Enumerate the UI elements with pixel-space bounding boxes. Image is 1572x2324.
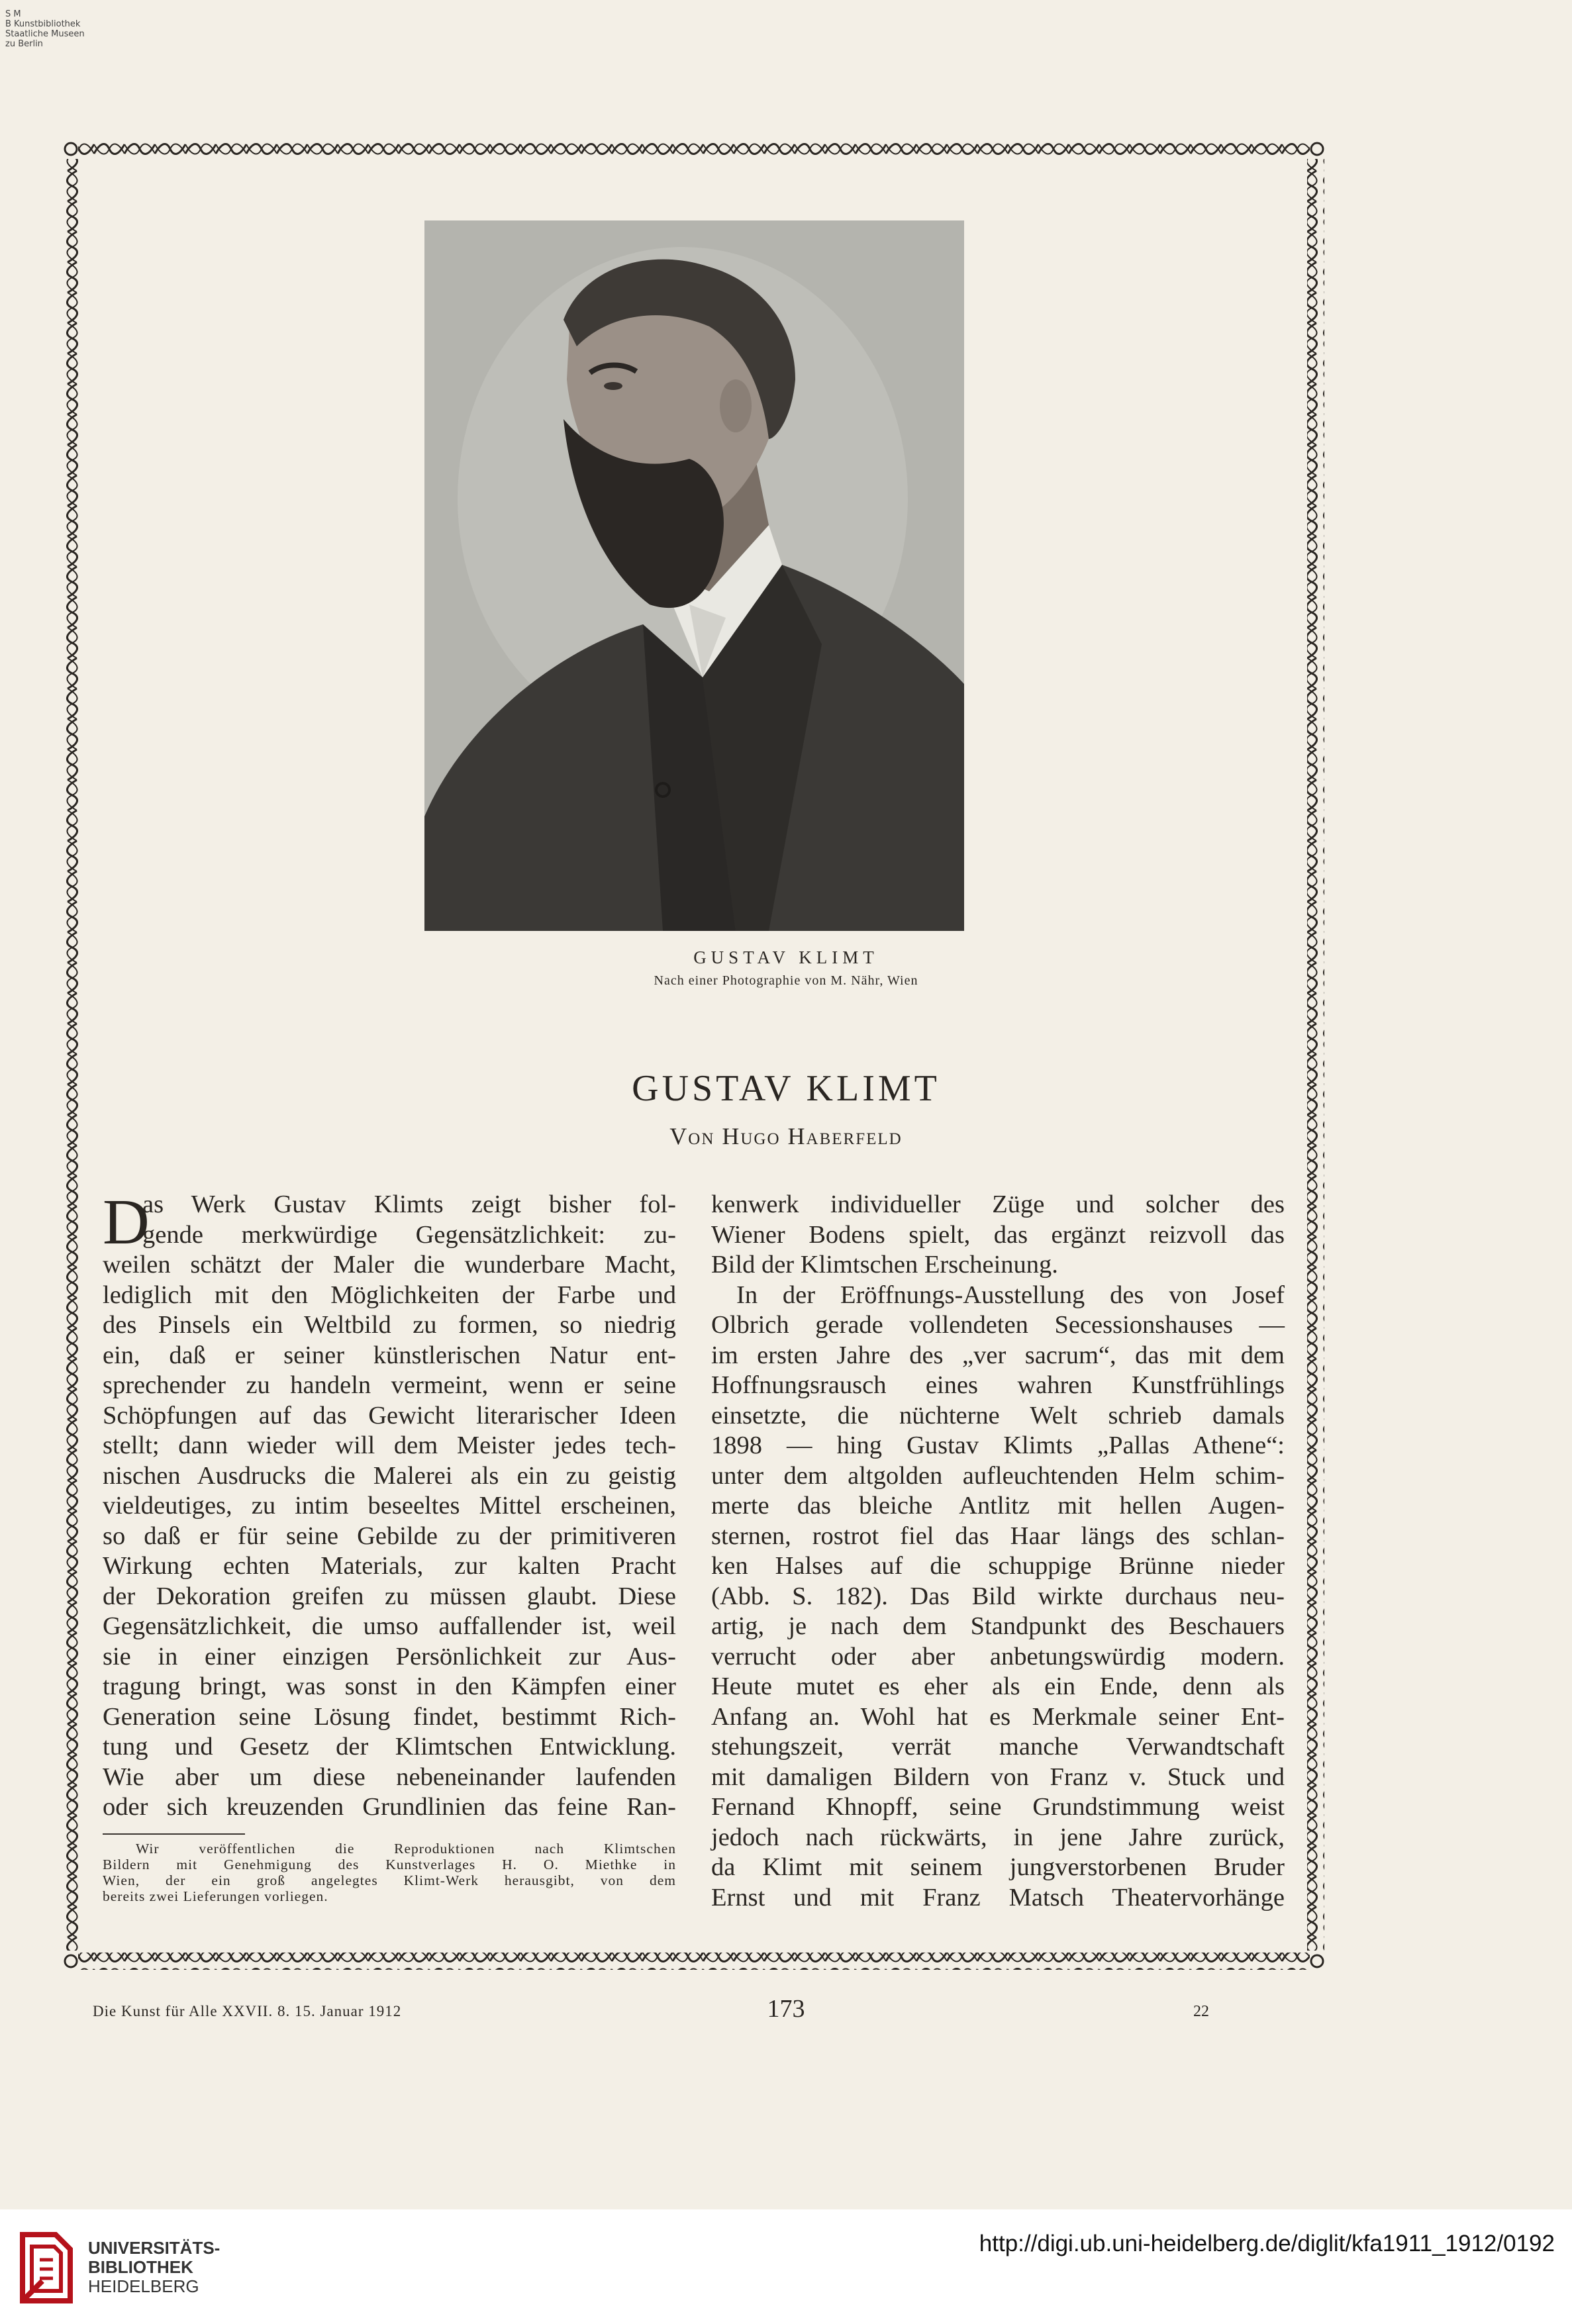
footnote-rule — [103, 1833, 245, 1835]
text-line: Gegensätzlichkeit, die umso auffallender ist, weil — [103, 1612, 676, 1640]
university-library-logo-icon[interactable] — [16, 2228, 75, 2311]
drop-cap: D — [103, 1186, 150, 1258]
text-line: Schöpfungen auf das Gewicht literarischer Ideen — [103, 1401, 676, 1429]
text-line: Heute mutet es eher als ein Ende, denn als — [711, 1672, 1285, 1700]
text-line: Hoffnungsrausch eines wahren Kunstfrühlings — [711, 1371, 1285, 1399]
permalink-url[interactable]: http://digi.ub.uni-heidelberg.de/diglit/kfa1911_1912/0192 — [979, 2231, 1555, 2256]
text-line: der Dekoration greifen zu müssen glaubt. Diese — [103, 1582, 676, 1610]
text-line: sprechender zu handeln vermeint, wenn er seine — [103, 1371, 676, 1399]
footnote — [103, 1841, 676, 1904]
text-line: unter dem altgolden aufleuchtenden Helm schim- — [711, 1461, 1285, 1490]
library-name-line: HEIDELBERG — [88, 2276, 199, 2296]
text-line: jedoch nach rückwärts, in jene Jahre zurück, — [711, 1823, 1285, 1851]
text-line: mit damaligen Bildern von Franz v. Stuck und — [711, 1763, 1285, 1791]
text-line: verrucht oder aber anbetungswürdig modern. — [711, 1642, 1285, 1670]
article-title: GUSTAV KLIMT — [632, 1068, 940, 1109]
text-line: tung und Gesetz der Klimtschen Entwicklung. — [103, 1733, 676, 1761]
footnote-line: Bildern mit Genehmigung des Kunstverlages H. O. Miethke in — [103, 1857, 676, 1872]
text-column-left — [103, 1186, 676, 1823]
text-line: Generation seine Lösung findet, bestimmt Rich- — [103, 1702, 676, 1731]
library-footer-bar — [0, 2209, 1572, 2324]
text-line: stellt; dann wieder will dem Meister jedes tech- — [103, 1431, 676, 1459]
text-line: sie in einer einzigen Persönlichkeit zur Aus- — [103, 1642, 676, 1670]
journal-reference: Die Kunst für Alle XXVII. 8. 15. Januar 1912 — [93, 2003, 402, 2019]
footnote-line: Wien, der ein groß angelegtes Klimt-Werk herausgibt, von dem — [103, 1872, 676, 1888]
text-line: da Klimt mit seinem jungverstorbenen Bruder — [711, 1853, 1285, 1881]
text-line: In der Eröffnungs-Ausstellung des von Josef — [736, 1281, 1285, 1309]
stamp-line: B Kunstbibliothek — [5, 19, 81, 29]
text-line: einsetzte, die nüchterne Welt schrieb damals — [711, 1401, 1285, 1429]
text-line: des Pinsels ein Weltbild zu formen, so niedrig — [103, 1311, 676, 1339]
library-name-line: BIBLIOTHEK — [88, 2257, 193, 2277]
text-line: Anfang an. Wohl hat es Merkmale seiner Ent- — [711, 1702, 1285, 1731]
text-line: nischen Ausdrucks die Malerei als ein zu geistig — [103, 1461, 676, 1490]
text-line: kenwerk individueller Züge und solcher des — [711, 1190, 1285, 1218]
text-line: Wie aber um diese nebeneinander laufenden — [103, 1763, 676, 1791]
text-line: 1898 — hing Gustav Klimts „Pallas Athene“: — [711, 1431, 1285, 1459]
stamp-line: S M — [5, 9, 21, 19]
signature-mark: 22 — [1193, 2003, 1209, 2020]
photo-caption-credit: Nach einer Photographie von M. Nähr, Wien — [654, 973, 918, 988]
text-line: Bild der Klimtschen Erscheinung. — [711, 1251, 1058, 1279]
photo-caption-title: GUSTAV KLIMT — [693, 947, 879, 967]
text-line: weilen schätzt der Maler die wunderbare Macht, — [103, 1251, 676, 1279]
university-library-name — [88, 2239, 220, 2296]
text-line: Olbrich gerade vollendeten Secessionshauses — — [711, 1311, 1285, 1339]
text-line: oder sich kreuzenden Grundlinien das feine Ran- — [103, 1793, 676, 1821]
text-line: sternen, rostrot fiel das Haar längs des schlan- — [711, 1522, 1285, 1550]
text-line: (Abb. S. 182). Das Bild wirkte durchaus neu- — [711, 1582, 1285, 1610]
stamp-line: Staatliche Museen — [5, 29, 85, 39]
footnote-line: Wir veröffentlichen die Reproduktionen nach Klimtschen — [136, 1841, 676, 1857]
text-line: Wirkung echten Materials, zur kalten Pracht — [103, 1552, 676, 1580]
text-line: gende merkwürdige Gegensätzlichkeit: zu- — [142, 1220, 676, 1249]
text-line: Wiener Bodens spielt, das ergänzt reizvoll das — [711, 1220, 1285, 1249]
text-line: merte das bleiche Antlitz mit hellen Augen- — [711, 1492, 1285, 1520]
stamp-line: zu Berlin — [5, 39, 43, 49]
page-number: 173 — [767, 1995, 805, 2023]
text-line: as Werk Gustav Klimts zeigt bisher fol- — [142, 1190, 676, 1218]
footnote-line: bereits zwei Lieferungen vorliegen. — [103, 1888, 328, 1904]
text-line: Fernand Khnopff, seine Grundstimmung weist — [711, 1793, 1285, 1821]
text-line: ken Halses auf die schuppige Brünne nieder — [711, 1552, 1285, 1580]
library-stamp — [5, 9, 85, 49]
text-column-right — [711, 1190, 1285, 1913]
text-line: ein, daß er seiner künstlerischen Natur ent- — [103, 1341, 676, 1369]
text-line: tragung bringt, was sonst in den Kämpfen einer — [103, 1672, 676, 1700]
text-line: artig, je nach dem Standpunkt des Beschauers — [711, 1612, 1285, 1640]
portrait-photograph — [424, 220, 964, 931]
text-line: vieldeutiges, zu intim beseeltes Mittel erscheinen, — [103, 1492, 676, 1520]
text-line: stehungszeit, verrät manche Verwandtschaft — [711, 1733, 1285, 1761]
text-line: lediglich mit den Möglichkeiten der Farbe und — [103, 1281, 676, 1309]
text-line: im ersten Jahre des „ver sacrum“, das mit dem — [711, 1341, 1285, 1369]
text-line: so daß er für seine Gebilde zu der primitiveren — [103, 1522, 676, 1550]
text-line: Ernst und mit Franz Matsch Theatervorhänge — [711, 1883, 1285, 1912]
library-name-line: UNIVERSITÄTS- — [88, 2238, 221, 2258]
article-byline: Von Hugo Haberfeld — [669, 1123, 903, 1149]
